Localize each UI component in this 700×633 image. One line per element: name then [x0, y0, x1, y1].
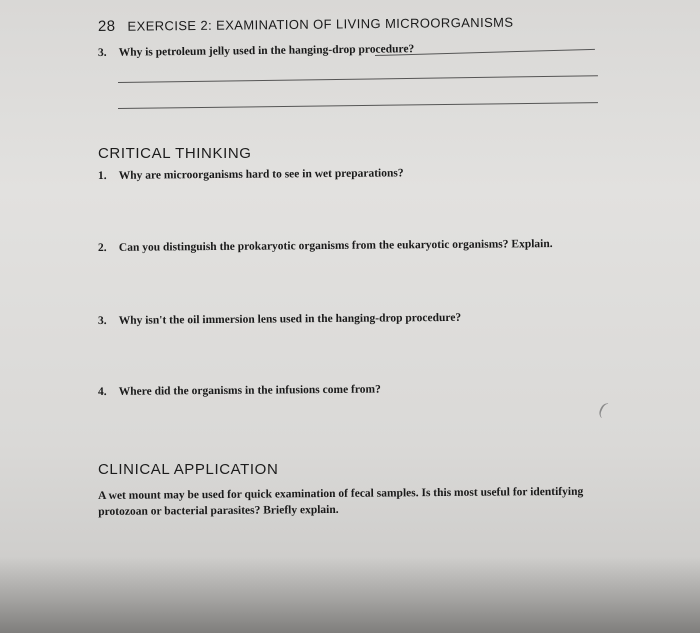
question-text: Why is petroleum jelly used in the hanging-drop procedure?: [118, 43, 415, 59]
question-text: Can you distinguish the prokaryotic organisms from the eukaryotic organisms? Explain.: [118, 238, 553, 254]
clinical-application-heading: CLINICAL APPLICATION: [98, 461, 279, 478]
question-number: 1.: [97, 169, 107, 182]
pencil-mark: (: [596, 397, 611, 419]
page-number: 28: [97, 17, 116, 35]
page-header: [98, 14, 514, 35]
question-number: 2.: [97, 241, 107, 254]
question-petroleum-jelly: [98, 43, 414, 59]
question-text: Why are microorganisms hard to see in wet preparations?: [118, 167, 404, 182]
exercise-title: EXERCISE 2: EXAMINATION OF LIVING MICROORGANISMS: [127, 14, 514, 34]
question-text: Where did the organisms in the infusions come from?: [118, 383, 381, 398]
question-number: 4.: [97, 385, 107, 398]
question-number: 3.: [97, 46, 107, 59]
critical-question-3: [98, 312, 461, 327]
answer-line: [118, 102, 598, 109]
question-number: 3.: [97, 314, 107, 327]
answer-line: [118, 75, 598, 83]
critical-question-2: [98, 238, 553, 254]
question-text: Why isn't the oil immersion lens used in the hanging-drop procedure?: [118, 311, 462, 327]
critical-thinking-heading: CRITICAL THINKING: [98, 145, 252, 162]
critical-question-4: [98, 384, 381, 398]
critical-question-1: [98, 167, 404, 182]
clinical-application-text: A wet mount may be used for quick examination of fecal samples. Is this most useful for identifying protozoan or bacterial parasites? Briefly explain.: [98, 485, 584, 518]
